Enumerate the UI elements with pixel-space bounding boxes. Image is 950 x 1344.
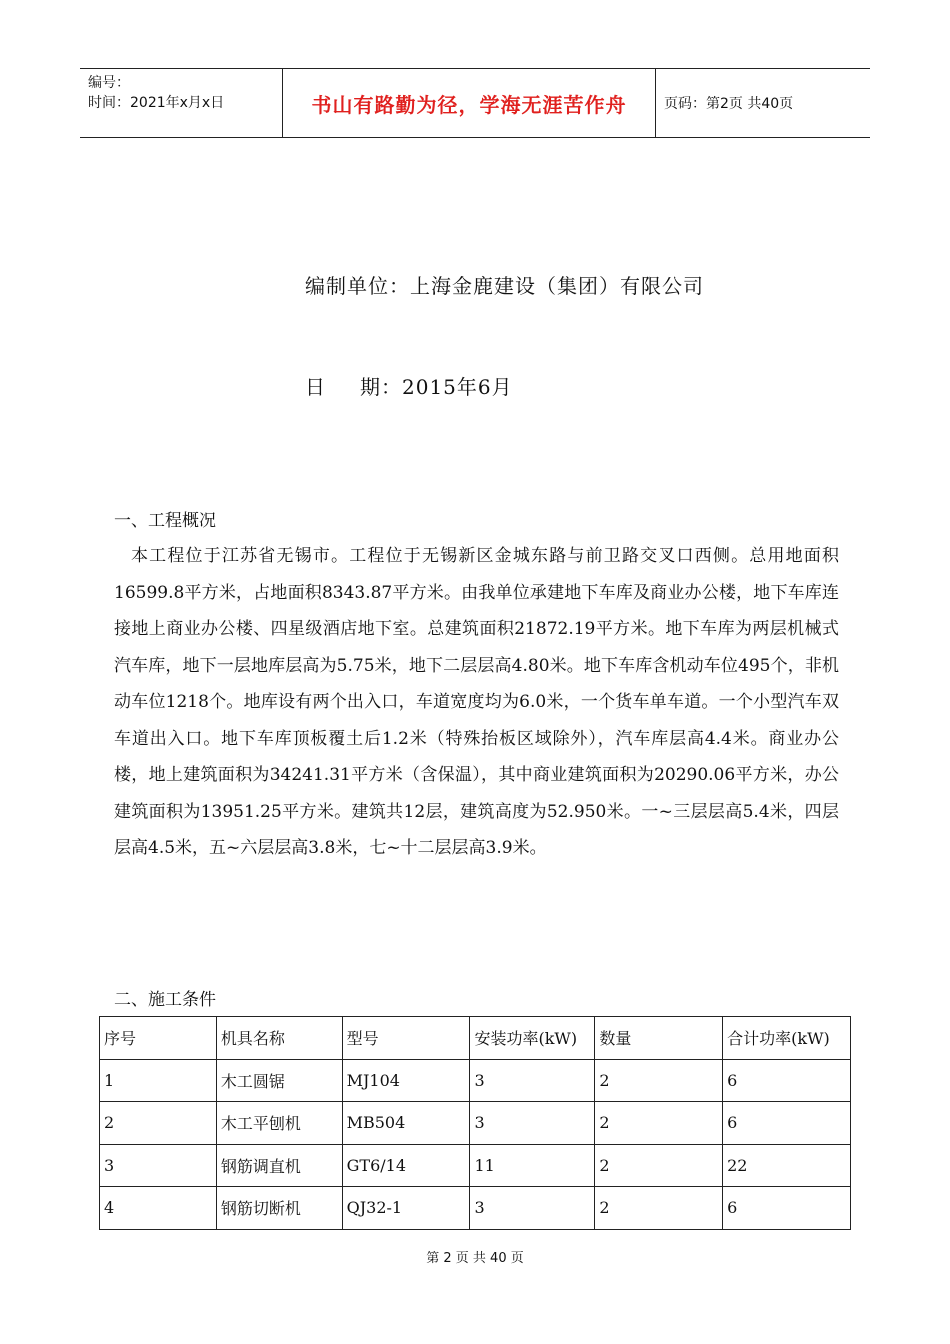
table-cell: 机具名称: [216, 1017, 342, 1060]
equipment-table-body: [100, 1017, 851, 1230]
table-cell: 3: [470, 1059, 595, 1102]
header-time-label: 时间：2021年x月x日: [88, 95, 225, 111]
header-left: [88, 73, 224, 113]
table-cell: 3: [470, 1187, 595, 1230]
compiler-unit: 编制单位：上海金鹿建设（集团）有限公司: [305, 274, 704, 298]
table-cell: 6: [723, 1187, 851, 1230]
table-cell: 11: [470, 1144, 595, 1187]
table-cell: 3: [100, 1144, 217, 1187]
table-cell: 钢筋调直机: [216, 1144, 342, 1187]
table-cell: 钢筋切断机: [216, 1187, 342, 1230]
header-motto: 书山有路勤为径，学海无涯苦作舟: [282, 69, 656, 137]
section1-paragraph: 本工程位于江苏省无锡市。工程位于无锡新区金城东路与前卫路交叉口西侧。总用地面积16599.8平方米，占地面积8343.87平方米。由我单位承建地下车库及商业办公楼，地下车库连接地上商业办公楼、四星级酒店地下室。总建筑面积21872.19平方米。地下车库为两层机械式汽车库，地下一层地库层高为5.75米，地下二层层高4.80米。地下车库含机动车位495个，非机动车位1218个。地库设有两个出入口，车道宽度均为6.0米，一个货车单车道。一个小型汽车双车道出入口。地下车库顶板覆土后1.2米（特殊抬板区域除外），汽车库层高4.4米。商业办公楼，地上建筑面积为34241.31平方米（含保温），其中商业建筑面积为20290.06平方米，办公建筑面积为13951.25平方米。建筑共12层，建筑高度为52.950米。一~三层层高5.4米，四层层高4.5米，五~六层层高3.8米，七~十二层层高3.9米。: [114, 546, 839, 858]
table-cell: 数量: [595, 1017, 723, 1060]
section2-title: 二、施工条件: [114, 990, 216, 1010]
equipment-table: [99, 1016, 851, 1230]
table-cell: 6: [723, 1059, 851, 1102]
table-header-row: [100, 1017, 851, 1060]
table-row: [100, 1187, 851, 1230]
table-cell: MJ104: [342, 1059, 470, 1102]
table-row: [100, 1059, 851, 1102]
date-value: 期：2015年6月: [360, 375, 513, 399]
table-cell: 4: [100, 1187, 217, 1230]
table-cell: 2: [100, 1102, 217, 1145]
table-cell: 木工平刨机: [216, 1102, 342, 1145]
table-cell: 2: [595, 1187, 723, 1230]
table-cell: 3: [470, 1102, 595, 1145]
table-cell: 安装功率(kW): [470, 1017, 595, 1060]
table-cell: 22: [723, 1144, 851, 1187]
table-row: [100, 1144, 851, 1187]
page-header: [80, 68, 870, 138]
section1-title: 一、工程概况: [114, 511, 216, 531]
table-cell: 2: [595, 1144, 723, 1187]
table-cell: QJ32-1: [342, 1187, 470, 1230]
table-row: [100, 1102, 851, 1145]
table-cell: 1: [100, 1059, 217, 1102]
header-number-label: 编号：: [88, 75, 130, 91]
table-cell: 2: [595, 1102, 723, 1145]
table-cell: MB504: [342, 1102, 470, 1145]
table-cell: 2: [595, 1059, 723, 1102]
table-cell: 6: [723, 1102, 851, 1145]
table-cell: 序号: [100, 1017, 217, 1060]
date-line: [305, 371, 513, 400]
page-footer: 第 2 页 共 40 页: [426, 1251, 524, 1266]
table-cell: 木工圆锯: [216, 1059, 342, 1102]
header-page-info: 页码：第2页 共40页: [664, 96, 794, 112]
table-cell: 合计功率(kW): [723, 1017, 851, 1060]
table-cell: GT6/14: [342, 1144, 470, 1187]
date-label: 日: [305, 375, 326, 399]
table-cell: 型号: [342, 1017, 470, 1060]
